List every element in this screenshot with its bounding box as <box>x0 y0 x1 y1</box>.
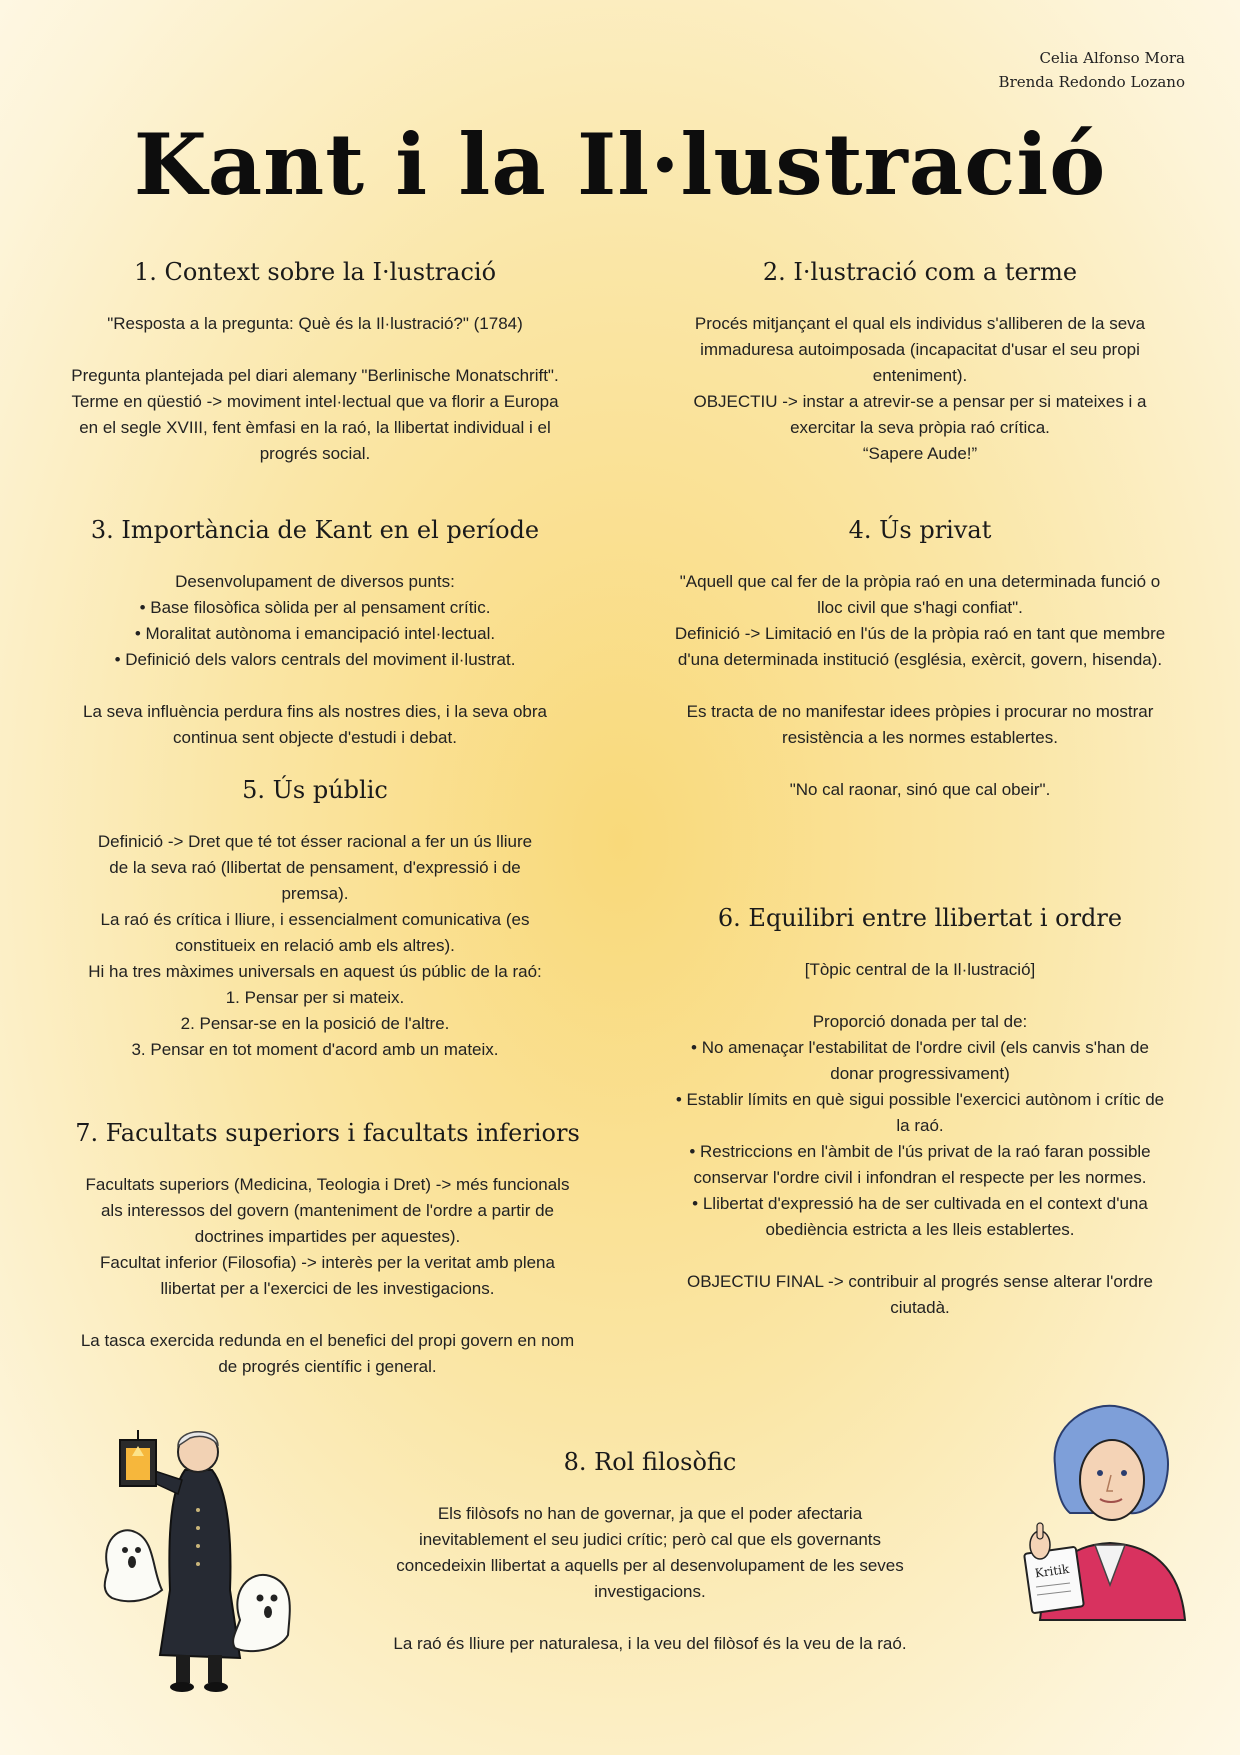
section-body <box>40 1172 615 1380</box>
section-line: concedeixin llibertat a aquells per al desenvolupament de les seves <box>396 1556 904 1575</box>
section-line: inevitablement el seu judici crític; però cal que els governants <box>418 1530 882 1549</box>
section-line: • Definició dels valors centrals del moviment il·lustrat. <box>114 650 516 669</box>
section-line: OBJECTIU -> instar a atrevir-se a pensar per si mateixes i a <box>693 392 1147 411</box>
section-line: [Tòpic central de la Il·lustració] <box>804 960 1036 979</box>
section-line: Procés mitjançant el qual els individus s'alliberen de la seva <box>694 314 1146 333</box>
section-line: Definició -> Limitació en l'ús de la pròpia raó en tant que membre <box>674 624 1166 643</box>
section-line: continua sent objecte d'estudi i debat. <box>173 728 457 747</box>
section-line: Es tracta de no manifestar idees pròpies i procurar no mostrar <box>686 702 1154 721</box>
section-body <box>355 1501 945 1657</box>
section-line: donar progressivament) <box>830 1064 1010 1083</box>
section-line <box>640 1243 1200 1269</box>
section-us-privat <box>640 513 1200 803</box>
section-body <box>640 569 1200 803</box>
author-2: Brenda Redondo Lozano <box>998 73 1185 91</box>
section-line: La seva influència perdura fins als nostres dies, i la seva obra <box>83 702 547 721</box>
section-line: enteniment). <box>872 366 968 385</box>
section-line: en el segle XVIII, fent èmfasi en la raó, la llibertat individual i el <box>79 418 551 437</box>
section-line: “Sapere Aude!” <box>862 444 978 463</box>
section-line: "Resposta a la pregunta: Què és la Il·lustració?" (1784) <box>107 314 523 333</box>
section-us-public <box>40 773 590 1063</box>
section-line: als interessos del govern (manteniment de l'ordre a partir de <box>100 1201 555 1220</box>
section-line: 1. Pensar per si mateix. <box>225 988 405 1007</box>
section-line <box>355 1605 945 1631</box>
section-line: • Restriccions en l'àmbit de l'ús privat de la raó faran possible <box>689 1142 1151 1161</box>
section-heading: 8. Rol filosòfic <box>563 1448 737 1476</box>
section-line: Terme en qüestió -> moviment intel·lectual que va florir a Europa <box>71 392 559 411</box>
section-line: • Moralitat autònoma i emancipació intel·lectual. <box>134 624 496 643</box>
section-heading: 3. Importància de Kant en el període <box>90 516 540 544</box>
section-heading: 6. Equilibri entre llibertat i ordre <box>717 904 1123 932</box>
section-line: • Llibertat d'expressió ha de ser cultivada en el context d'una <box>692 1194 1148 1213</box>
section-line <box>40 673 590 699</box>
section-line <box>640 751 1200 777</box>
authors <box>999 46 1185 94</box>
section-line: premsa). <box>281 884 349 903</box>
section-line: 2. Pensar-se en la posició de l'altre. <box>180 1014 450 1033</box>
section-facultats <box>40 1116 615 1380</box>
section-line: Desenvolupament de diversos punts: <box>175 572 455 591</box>
section-line <box>40 337 590 363</box>
kant-lantern-illustration <box>90 1400 330 1700</box>
section-line: "Aquell que cal fer de la pròpia raó en una determinada funció o <box>679 572 1161 591</box>
section-line: • Base filosòfica sòlida per al pensament crític. <box>139 598 491 617</box>
section-line <box>640 673 1200 699</box>
section-line <box>40 1302 615 1328</box>
section-line: de progrés científic i general. <box>218 1357 437 1376</box>
section-line: 3. Pensar en tot moment d'acord amb un mateix. <box>131 1040 499 1059</box>
book-label: Kritik <box>1033 1561 1071 1581</box>
section-body <box>640 957 1200 1321</box>
section-body <box>640 311 1200 467</box>
section-line: Facultat inferior (Filosofia) -> interès per la veritat amb plena <box>100 1253 555 1272</box>
section-line <box>640 983 1200 1009</box>
section-line: constitueix en relació amb els altres). <box>175 936 455 955</box>
page-title: Kant i la Il·lustració <box>133 115 1107 214</box>
section-heading: 7. Facultats superiors i facultats inferiors <box>75 1119 580 1147</box>
section-heading: 4. Ús privat <box>848 516 992 544</box>
section-body <box>40 311 590 467</box>
section-line: lloc civil que s'hagi confiat". <box>817 598 1023 617</box>
section-equilibri <box>640 901 1200 1321</box>
section-heading: 2. I·lustració com a terme <box>762 258 1078 286</box>
section-body <box>40 569 590 751</box>
section-line: obediència estricta a les lleis establertes. <box>765 1220 1075 1239</box>
section-line: La tasca exercida redunda en el benefici del propi govern en nom <box>80 1331 575 1350</box>
section-line: Proporció donada per tal de: <box>812 1012 1028 1031</box>
section-line: Facultats superiors (Medicina, Teologia i Dret) -> més funcionals <box>85 1175 570 1194</box>
section-line: immaduresa autoimposada (incapacitat d'usar el seu propi <box>700 340 1140 359</box>
section-body <box>40 829 590 1063</box>
section-line: exercitar la seva pròpia raó crítica. <box>790 418 1050 437</box>
section-line: de la seva raó (llibertat de pensament, d'expressió i de <box>109 858 521 877</box>
section-line: Hi ha tres màximes universals en aquest ús públic de la raó: <box>88 962 542 981</box>
section-line: conservar l'ordre civil i infondran el respecte per les normes. <box>693 1168 1147 1187</box>
section-line: "No cal raonar, sinó que cal obeir". <box>789 780 1051 799</box>
section-line: d'una determinada institució (església, exèrcit, govern, hisenda). <box>677 650 1163 669</box>
section-line: • Establir límits en què sigui possible l'exercici autònom i crític de <box>675 1090 1165 1109</box>
section-illustracio-terme <box>640 255 1200 467</box>
section-heading: 5. Ús públic <box>242 776 388 804</box>
section-line: La raó és lliure per naturalesa, i la veu del filòsof és la veu de la raó. <box>393 1634 907 1653</box>
section-line: la raó. <box>896 1116 944 1135</box>
section-line: llibertat per a l'exercici de les investigacions. <box>160 1279 495 1298</box>
section-context <box>40 255 590 467</box>
section-line: Pregunta plantejada pel diari alemany "Berlinische Monatschrift". <box>71 366 559 385</box>
section-heading: 1. Context sobre la I·lustració <box>133 258 497 286</box>
section-line: OBJECTIU FINAL -> contribuir al progrés sense alterar l'ordre <box>686 1272 1154 1291</box>
section-line: progrés social. <box>259 444 371 463</box>
section-line: Definició -> Dret que té tot ésser racional a fer un ús lliure <box>97 832 533 851</box>
section-rol-filosofic <box>355 1445 945 1657</box>
author-1: Celia Alfonso Mora <box>1039 49 1185 67</box>
section-line: resistència a les normes establertes. <box>782 728 1058 747</box>
section-line: ciutadà. <box>890 1298 950 1317</box>
section-line: doctrines impartides per aquestes). <box>194 1227 461 1246</box>
section-line: Els filòsofs no han de governar, ja que el poder afectaria <box>437 1504 863 1523</box>
section-line: investigacions. <box>594 1582 706 1601</box>
kant-kritik-illustration <box>1010 1395 1210 1625</box>
section-line: La raó és crítica i lliure, i essencialment comunicativa (es <box>100 910 530 929</box>
section-line: • No amenaçar l'estabilitat de l'ordre civil (els canvis s'han de <box>691 1038 1149 1057</box>
section-importancia-kant <box>40 513 590 751</box>
